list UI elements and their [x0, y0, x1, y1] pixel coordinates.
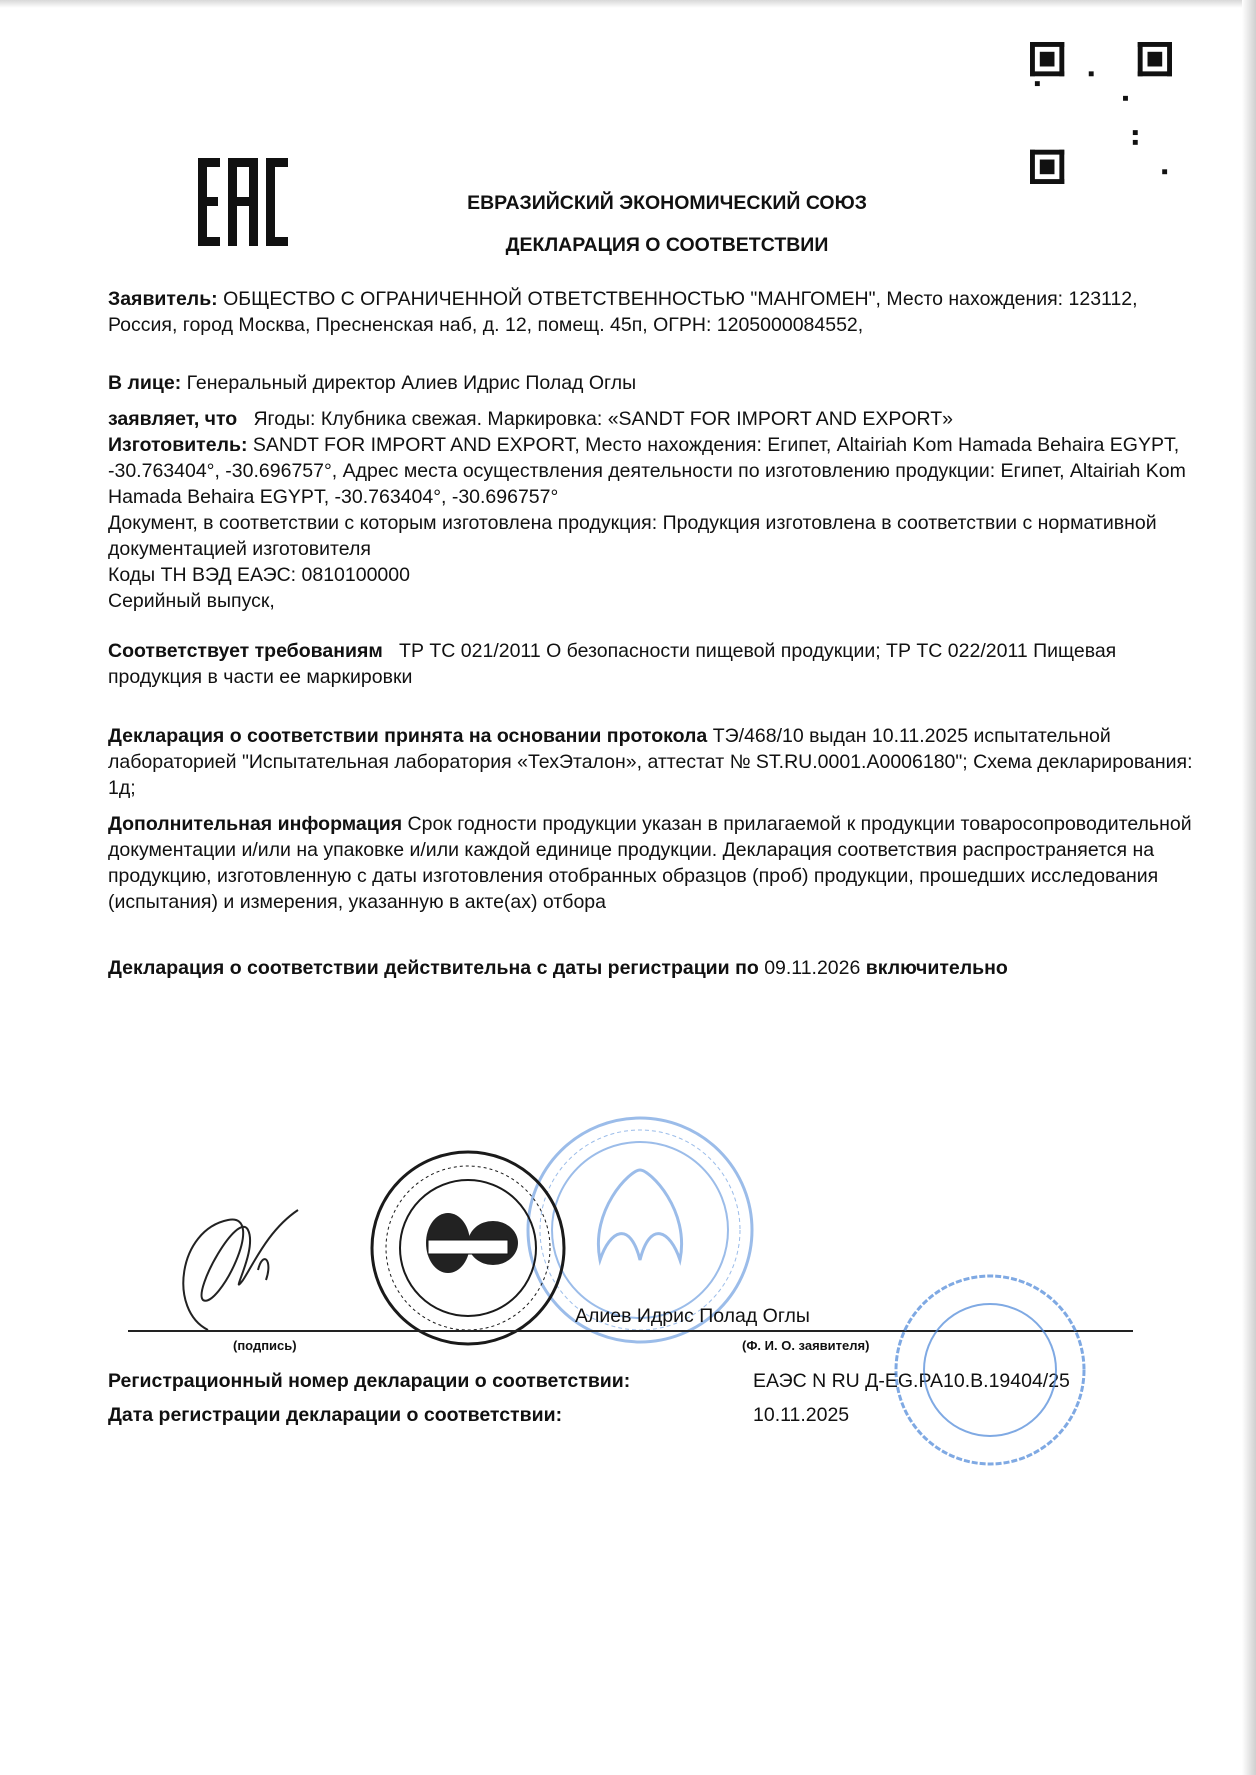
union-title: ЕВРАЗИЙСКИЙ ЭКОНОМИЧЕСКИЙ СОЮЗ	[467, 192, 867, 214]
person-section	[108, 370, 1193, 396]
registration-number: ЕАЭС N RU Д-EG.PA10.B.19404/25	[753, 1370, 1070, 1392]
validity-date: 09.11.2026	[764, 957, 861, 979]
person-text: Генеральный директор Алиев Идрис Полад Оглы	[186, 372, 637, 394]
signature	[148, 1190, 318, 1340]
conformity-label: Соответствует требованиям	[108, 640, 383, 662]
declaration-body	[108, 286, 1193, 981]
scan-edge	[0, 0, 1256, 8]
applicant-section	[108, 286, 1193, 338]
blue-stamp-zhizn-plus	[890, 1270, 1090, 1470]
series-text: Серийный выпуск,	[108, 590, 275, 612]
tn-ved-codes: Коды ТН ВЭД ЕАЭС: 0810100000	[108, 564, 410, 586]
additional-section	[108, 811, 1193, 915]
registration-date: 10.11.2025	[753, 1404, 850, 1426]
person-label: В лице:	[108, 372, 182, 394]
registration-number-label: Регистрационный номер декларации о соответствии:	[108, 1370, 631, 1392]
scan-edge	[1242, 0, 1256, 1775]
registration-date-label: Дата регистрации декларации о соответствии:	[108, 1404, 563, 1426]
basis-label: Декларация о соответствии принята на основании протокола	[108, 725, 708, 747]
basis-section	[108, 723, 1193, 801]
document-basis: Документ, в соответствии с которым изготовлена продукция: Продукция изготовлена в соответствии с нормативной документацией изготовителя	[108, 512, 1157, 560]
declares-label: заявляет, что	[108, 408, 238, 430]
signer-name: Алиев Идрис Полад Оглы	[575, 1305, 810, 1327]
name-caption: (Ф. И. О. заявителя)	[742, 1338, 870, 1353]
manufacturer-text: SANDT FOR IMPORT AND EXPORT, Место нахождения: Египет, Altairiah Kom Hamada Behaira EGYPT, -30.763404°, -30.696757°, Адрес места осуществления деятельности по изготовлению продукции: Египет, Altairiah Kom Hamada Behaira EGYPT, -30.763404°, -30.696757°	[108, 434, 1186, 508]
manufacturer-label: Изготовитель:	[108, 434, 248, 456]
additional-label: Дополнительная информация	[108, 813, 403, 835]
document-title: ДЕКЛАРАЦИЯ О СООТВЕТСТВИИ	[505, 234, 829, 256]
qr-code	[1030, 42, 1172, 184]
validity-label: Декларация о соответствии действительна с даты регистрации по	[108, 957, 759, 979]
product-text: Ягоды: Клубника свежая. Маркировка: «SANDT FOR IMPORT AND EXPORT»	[253, 408, 953, 430]
company-seal	[368, 1148, 568, 1348]
applicant-label: Заявитель:	[108, 288, 218, 310]
basis-text: ТЭ/468/10 выдан 10.11.2025 испытательной лабораторией "Испытательная лаборатория «ТехЭталон», аттестат № ST.RU.0001.A0006180"; Схема декларирования: 1д;	[108, 725, 1193, 799]
applicant-text: ОБЩЕСТВО С ОГРАНИЧЕННОЙ ОТВЕТСТВЕННОСТЬЮ "МАНГОМЕН", Место нахождения: 123112, Россия, город Москва, Пресненская наб, д. 12, помещ. 45п, ОГРН: 1205000084552,	[108, 288, 1138, 336]
signature-caption: (подпись)	[233, 1338, 297, 1353]
validity-section	[108, 955, 1193, 981]
declares-section	[108, 406, 1193, 614]
conformity-text: ТР ТС 021/2011 О безопасности пищевой продукции; ТР ТС 022/2011 Пищевая продукция в части ее маркировки	[108, 640, 1117, 688]
validity-label-end: включительно	[865, 957, 1008, 979]
registration-labels	[108, 1364, 630, 1432]
conformity-section	[108, 638, 1193, 690]
additional-text: Срок годности продукции указан в прилагаемой к продукции товаросопроводительной документации и/или на упаковке и/или каждой единице продукции. Декларация соответствия распространяется на продукцию, изготовленную с даты изготовления отобранных образцов (проб) продукции, прошедших исследования (испытания) и измерения, указанную в акте(ах) отбора	[108, 813, 1192, 913]
